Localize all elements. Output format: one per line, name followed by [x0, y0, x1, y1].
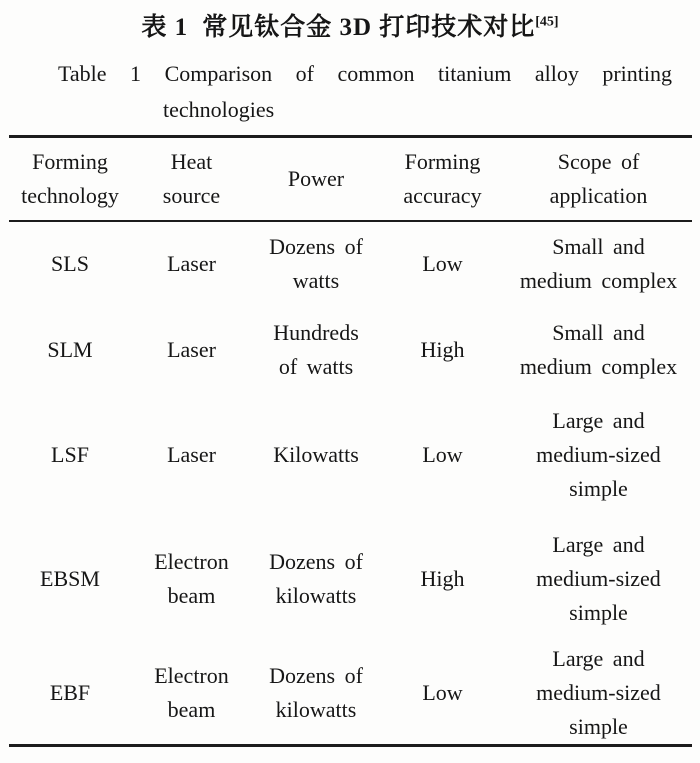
- cell-line: SLM: [47, 336, 93, 362]
- caption-zh-title: 常见钛合金 3D 打印技术对比: [202, 14, 536, 41]
- table-cell: [380, 393, 505, 517]
- table-cell: [131, 393, 252, 517]
- cell-line: Large and: [552, 532, 645, 557]
- cell-line: Power: [287, 165, 345, 191]
- cell-line: EBF: [49, 679, 91, 705]
- table-cell: [380, 221, 505, 307]
- table-cell: [9, 393, 131, 517]
- cell-line: Dozens of: [269, 234, 363, 259]
- caption-zh-label: 表 1: [141, 14, 189, 41]
- table-caption-english-line2: technologies: [163, 97, 275, 122]
- table-row-ebf: [9, 642, 692, 746]
- cell-line: Low: [422, 251, 463, 276]
- cell-line: simple: [569, 600, 628, 625]
- cell-line: Forming: [404, 148, 481, 174]
- cell-line: medium-sized: [536, 679, 661, 705]
- cell-line: Small and: [552, 234, 645, 259]
- citation-superscript: [45]: [535, 14, 559, 30]
- table-cell: [505, 642, 692, 746]
- cell-line: Laser: [167, 336, 216, 362]
- table-cell: [9, 221, 131, 307]
- cell-line: medium complex: [519, 268, 678, 293]
- table-cell: [252, 393, 380, 517]
- cell-line: Large and: [552, 645, 645, 671]
- cell-line: simple: [569, 713, 628, 739]
- cell-line: EBSM: [40, 566, 100, 591]
- cell-line: medium-sized: [536, 566, 661, 591]
- column-header-forming-technology: [9, 137, 131, 221]
- cell-line: LSF: [51, 441, 89, 467]
- cell-line: of watts: [278, 353, 354, 379]
- cell-line: beam: [167, 583, 216, 608]
- table-row-ebsm: [9, 517, 692, 642]
- cell-line: Hundreds: [273, 319, 359, 345]
- table-row-sls: [9, 221, 692, 307]
- caption-en-label: Table 1: [58, 61, 142, 86]
- column-header-forming-accuracy: [380, 137, 505, 221]
- cell-line: Large and: [552, 407, 645, 433]
- cell-line: medium-sized: [536, 441, 661, 467]
- cell-line: watts: [292, 268, 340, 293]
- cell-line: kilowatts: [275, 583, 357, 608]
- cell-line: Kilowatts: [273, 441, 359, 467]
- column-header-heat-source: [131, 137, 252, 221]
- cell-line: source: [162, 182, 221, 208]
- table-cell: [9, 517, 131, 642]
- table-cell: [505, 221, 692, 307]
- table-body: [9, 221, 692, 746]
- table-cell: [505, 307, 692, 393]
- cell-line: Scope of: [557, 148, 640, 174]
- header-row: [9, 137, 692, 221]
- cell-line: Small and: [552, 319, 645, 345]
- cell-line: High: [420, 336, 465, 362]
- table-cell: [252, 642, 380, 746]
- cell-line: Low: [422, 441, 463, 467]
- table-cell: [131, 307, 252, 393]
- cell-line: beam: [167, 696, 216, 722]
- cell-line: Laser: [167, 251, 216, 276]
- cell-line: Electron: [154, 662, 229, 688]
- cell-line: Heat: [170, 148, 213, 174]
- cell-line: kilowatts: [275, 696, 357, 722]
- table-cell: [505, 517, 692, 642]
- cell-line: SLS: [51, 251, 89, 276]
- table-cell: [252, 221, 380, 307]
- table-cell: [380, 307, 505, 393]
- cell-line: Low: [422, 679, 463, 705]
- cell-line: application: [549, 182, 648, 208]
- cell-line: simple: [569, 475, 628, 501]
- column-header-power: [252, 137, 380, 221]
- table-cell: [131, 642, 252, 746]
- cell-line: Dozens of: [269, 549, 363, 574]
- cell-line: Electron: [154, 549, 229, 574]
- table-cell: [9, 642, 131, 746]
- cell-line: Forming: [32, 148, 108, 174]
- table-cell: [131, 517, 252, 642]
- table-cell: [380, 517, 505, 642]
- cell-line: Laser: [167, 441, 216, 467]
- table-row-lsf: [9, 393, 692, 517]
- cell-line: Dozens of: [269, 662, 363, 688]
- comparison-table: [9, 135, 692, 747]
- table-caption-english-line1: [58, 56, 672, 92]
- cell-line: High: [420, 566, 465, 591]
- cell-line: technology: [21, 182, 119, 208]
- caption-en-text: Comparison of common titanium alloy printing: [164, 61, 672, 86]
- table-cell: [131, 221, 252, 307]
- table-cell: [505, 393, 692, 517]
- table-row-slm: [9, 307, 692, 393]
- table-header: [9, 137, 692, 221]
- table-cell: [252, 307, 380, 393]
- table-cell: [252, 517, 380, 642]
- table-cell: [380, 642, 505, 746]
- cell-line: medium complex: [519, 353, 678, 379]
- table-caption-chinese: [0, 9, 700, 47]
- column-header-scope-of-application: [505, 137, 692, 221]
- cell-line: accuracy: [403, 182, 482, 208]
- table-cell: [9, 307, 131, 393]
